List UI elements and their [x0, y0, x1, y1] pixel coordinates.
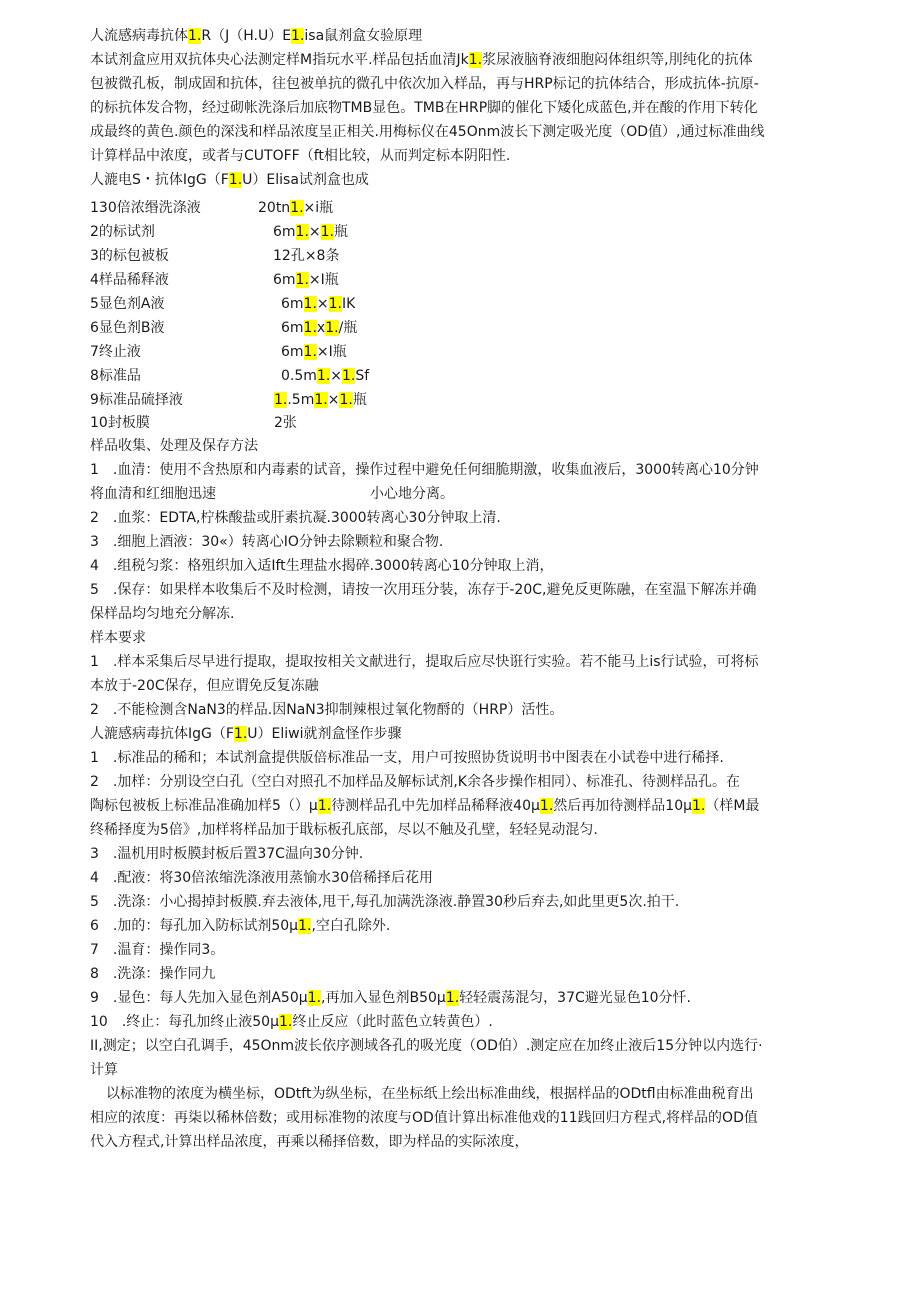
kit-item-name: 7终止液 [90, 344, 141, 360]
principle-line: 成最终的黄色.颜色的深浅和样品浓度呈正相关.用梅标仪在45Onm波长下测定吸光度（OD值）,通过标准曲线 [90, 124, 765, 140]
highlight-mark: 1. [320, 224, 334, 240]
kit-item-qty: 0.5m1.×1.Sf [281, 368, 370, 384]
collection-line: 将血清和红细胞迅速 小心地分离。 [90, 486, 454, 502]
kit-item [90, 343, 830, 363]
kit-item [90, 199, 830, 219]
collection-line: 1 .血清：使用不含热原和内毒素的试音，操作过程中避免任何细脆期激，收集血液后，3000转离心10分钟 [90, 462, 759, 478]
requirement-line: 2 .不能检测含NaN3的样品.因NaN3抑制辣根过氧化物酹的（HRP）活性。 [90, 702, 564, 718]
highlight-mark: 1. [303, 296, 317, 312]
principle-line: 计算样品中浓度，或者与CUTOFF（ft相比较，从而判定标本阴阳性. [90, 148, 511, 164]
requirement-line: 本放于-20C保存，但应谓免反复冻融 [90, 678, 319, 694]
kit-item-name: 6显色剂B液 [90, 320, 165, 336]
highlight-mark: 1. [295, 272, 309, 288]
kit-item [90, 367, 830, 387]
kit-item-qty: 6m1.×I瓶 [273, 272, 339, 288]
kit-item-name: 4样品稀释液 [90, 272, 169, 288]
principle-line: 本试剂盒应用双抗体央心法测定样M指玩水平.样品包括血清Jk1.浆尿液脑脊液细胞闷体组织等,刖纯化的抗体 [90, 52, 753, 68]
highlight-mark: 1. [539, 798, 554, 814]
highlight-mark: 1. [445, 990, 460, 1006]
kit-item-name: 2的标试剂 [90, 224, 155, 240]
heading-kit-composition: 人漉电S・抗体IgG（F1.U）Elisa试剂盒也成 [90, 172, 369, 188]
highlight-mark: 1. [307, 990, 322, 1006]
highlight-mark: 1. [291, 28, 305, 44]
highlight-mark: 1. [233, 726, 248, 742]
highlight-mark: 1. [317, 798, 332, 814]
kit-item-name: 130倍浓缗洗涤液 [90, 200, 201, 216]
kit-item [90, 414, 830, 434]
procedure-step: 6 .加的：每孔加入防标试剂50μ1.,空白孔除外. [90, 918, 391, 934]
highlight-mark: 1. [468, 52, 483, 68]
procedure-step: II,测定；以空白孔调手，45Onm波长依序测域各孔的吸光度（OD伯）.测定应在加终止液后15分钟以内选行· [90, 1038, 763, 1054]
highlight-mark: 1. [188, 28, 202, 44]
principle-line: 包被微孔板，制成固和抗体，往包被单抗的微孔中依次加入样品，再与HRP标记的抗体结合，形成抗体-抗原- [90, 76, 759, 92]
procedure-step: 3 .温机用时板膜封板后置37C温向30分钟. [90, 846, 364, 862]
collection-line: 5 .保存：如果样本收集后不及时检测，请按一次用珏分装，冻存于-20C,避免反更陈融，在室温下解冻并确 [90, 582, 757, 598]
highlight-mark: 1. [290, 200, 304, 216]
procedure-step: 9 .显色：每人先加入显色剂A50μ1.,再加入显色剂B50μ1.轻轻震荡混匀，37C避光显色10分忏. [90, 990, 692, 1006]
highlight-mark: 1. [303, 344, 317, 360]
procedure-step: 1 .标准品的稀和；本试剂盒提供版倍标准品一支，用户可按照协货说明书中图表在小试卷中进行稀择. [90, 750, 724, 766]
kit-item-name: 10封板膜 [90, 415, 150, 431]
highlight-mark: 1. [342, 368, 356, 384]
kit-item-name: 5显色剂A液 [90, 296, 165, 312]
procedure-step: 陶标包被板上标准品准确加样5（）μ1.待测样品孔中先加样品稀释液40μ1.然后再加待测样品10μ1.（样M最 [90, 798, 760, 814]
highlight-mark: 1. [328, 296, 342, 312]
requirement-line: 1 .样本采集后尽早进行提取，提取按相关文献进行，提取后应尽快诳行实验。若不能马上is行试验，可将标 [90, 654, 759, 670]
kit-item-qty: 20tn1.×i瓶 [258, 200, 334, 216]
kit-item [90, 271, 830, 291]
kit-item-name: 8标准品 [90, 368, 141, 384]
kit-item-qty: 6m1.×1.IK [281, 296, 356, 312]
highlight-mark: 1. [314, 392, 328, 408]
procedure-step: 4 .配液：将30倍浓缩洗涤液用蒸愉水30倍稀择后花用 [90, 870, 433, 886]
highlight-mark: 1. [295, 224, 309, 240]
calculation-line: 以标准物的浓度为横坐标，ODtft为纵坐标，在坐标纸上绘出标准曲线，根据样品的ODtfl由标准曲税育出 [106, 1086, 754, 1102]
collection-line: 4 .组税匀浆：格殂织加入适Ift生理盐水揭碎.3000转离心10分钟取上消， [90, 558, 554, 574]
procedure-step: 5 .洗涤：小心揭掉封板膜.弃去液体,甩干,每孔加满洗涤液.静置30秒后弃去,如此里更5次.拍干. [90, 894, 680, 910]
kit-item [90, 247, 830, 267]
procedure-step: 10 .终止：每孔加终止液50μ1.终止反应（此时蓝色立转黄色）. [90, 1014, 493, 1030]
heading-calculation: 计算 [90, 1062, 118, 1078]
kit-item-qty: 12孔×8条 [273, 248, 340, 264]
procedure-step: 2 .加样：分别设空白孔（空白对照孔不加样品及解标试剂,K余各步操作相同）、标准孔、待测样品孔。在 [90, 774, 740, 790]
procedure-step: 7 .温育：操作同3。 [90, 942, 225, 958]
procedure-step: 8 .洗涤：操作同九 [90, 966, 216, 982]
kit-item-qty: 6m1.×I瓶 [281, 344, 347, 360]
kit-item-qty: 2张 [274, 415, 297, 431]
collection-line: 2 .血浆：EDTA,柠株酸盐或肝素抗凝.3000转离心30分钟取上清. [90, 510, 501, 526]
highlight-mark: 1. [274, 392, 288, 408]
highlight-mark: 1. [279, 1014, 293, 1030]
kit-item-qty: 1..5m1.×1.瓶 [274, 392, 367, 408]
kit-item-qty: 6m1.×1.瓶 [273, 224, 348, 240]
kit-item [90, 295, 830, 315]
highlight-mark: 1. [692, 798, 706, 814]
kit-item [90, 223, 830, 243]
highlight-mark: 1. [298, 918, 312, 934]
highlight-mark: 1. [303, 320, 317, 336]
collection-line: 3 .细胞上酒液：30«）转离心IO分钟去除颗粒和聚合物. [90, 534, 444, 550]
heading-procedure: 人漉感病毒抗体IgG（F1.U）Eliwi就剂盒怪作步骤 [90, 726, 402, 742]
calculation-line: 相应的浓度：再柒以稀林倍数；或用标准物的浓度与OD值计算出标准他戏的11践回归方程式,将样品的OD值 [90, 1110, 758, 1126]
kit-item-qty: 6m1.x1./瓶 [281, 320, 358, 336]
kit-item-name: 3的标包被板 [90, 248, 169, 264]
collection-line: 保样品均匀地充分解冻. [90, 606, 235, 622]
heading-sample-collection: 样品收集、处理及保存方法 [90, 438, 258, 454]
kit-item-name: 9标准品硫择液 [90, 392, 183, 408]
kit-item [90, 319, 830, 339]
principle-line: 的标抗体发合物，经过砌帐洗涤后加底物TMB显色。TMB在HRP脚的催化下矮化成蓝色,并在酸的作用下转化 [90, 100, 758, 116]
procedure-step: 终稀择度为5倍》,加样将样品加于戢标板孔底部，尽以不触及孔壁，轻轻晃动混匀. [90, 822, 598, 838]
highlight-mark: 1. [325, 320, 339, 336]
highlight-mark: 1. [339, 392, 353, 408]
highlight-mark: 1. [228, 172, 243, 188]
title-principle: 人流感病毒抗体1.R（J（H.U）E1.isa鼠剂盒女验原理 [90, 28, 423, 44]
kit-item [90, 391, 830, 411]
calculation-line: 代入方程式,计算出样品浓度，再乘以稀择倍数，即为样品的实际浓度， [90, 1134, 529, 1150]
highlight-mark: 1. [316, 368, 331, 384]
heading-sample-requirements: 样本要求 [90, 630, 146, 646]
